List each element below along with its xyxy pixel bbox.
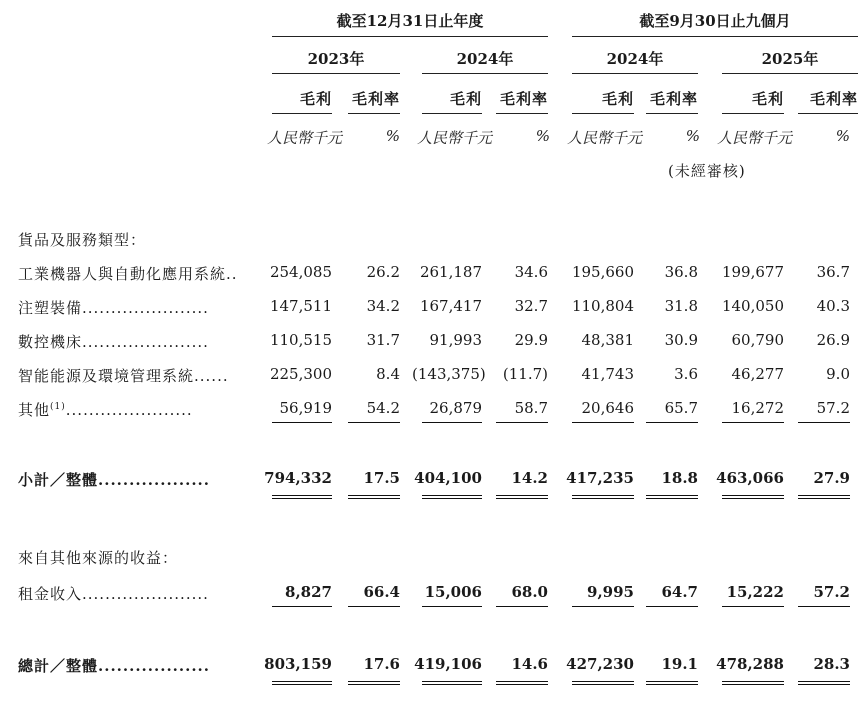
leader-dots: ...................... [65, 401, 193, 419]
col-header-underline [272, 113, 332, 114]
table-cell: 3.6 [674, 365, 698, 383]
rule-single [646, 606, 698, 607]
rule-double [646, 495, 698, 499]
table-cell: 9.0 [826, 365, 850, 383]
table-cell: 54.2 [366, 399, 400, 417]
rule-single [348, 606, 400, 607]
col-header-underline [496, 113, 548, 114]
rule-double [496, 681, 548, 685]
col-header-gross-profit: 毛利 [299, 90, 332, 108]
table-cell: 417,235 [566, 469, 634, 487]
table-cell: 17.5 [363, 469, 400, 487]
table-cell: 803,159 [264, 655, 332, 673]
rule-single [572, 422, 634, 423]
group-header-ninemonths: 截至9月30日止九個月 [639, 12, 791, 30]
table-cell: 26.9 [816, 331, 850, 349]
rule-single [798, 422, 850, 423]
col-header-underline [798, 113, 858, 114]
unit-pct: % [385, 127, 400, 145]
unit-pct: % [685, 127, 700, 145]
rule-single [798, 606, 850, 607]
unit-rmb: 人民幣千元 [566, 129, 642, 147]
rule-single [272, 422, 332, 423]
table-cell: 8.4 [376, 365, 400, 383]
table-cell: 8,827 [285, 583, 332, 601]
col-header-gross-profit: 毛利 [601, 90, 634, 108]
year-header-2024-9m: 2024年 [606, 50, 664, 68]
table-cell: 199,677 [721, 263, 784, 281]
table-cell: 34.6 [514, 263, 548, 281]
table-cell: (143,375) [412, 365, 486, 383]
table-cell: 9,995 [587, 583, 634, 601]
table-cell: 32.7 [514, 297, 548, 315]
table-cell: 26,879 [429, 399, 482, 417]
table-cell: 36.7 [816, 263, 850, 281]
col-header-gross-profit: 毛利 [751, 90, 784, 108]
table-cell: 57.2 [816, 399, 850, 417]
table-cell: 167,417 [419, 297, 482, 315]
table-cell: 15,222 [726, 583, 784, 601]
section-title-other-sources: 來自其他來源的收益： [18, 549, 179, 567]
rule-double [272, 681, 332, 685]
table-cell: 29.9 [514, 331, 548, 349]
table-cell: 19.1 [661, 655, 698, 673]
table-cell: 31.8 [664, 297, 698, 315]
table-cell: 40.3 [816, 297, 850, 315]
rule-single [496, 422, 548, 423]
rule-double [348, 495, 400, 499]
year-header-underline [272, 73, 400, 74]
table-cell: 27.9 [813, 469, 850, 487]
table-cell: 110,515 [269, 331, 332, 349]
table-cell: 31.7 [366, 331, 400, 349]
table-cell: 64.7 [661, 583, 698, 601]
unaudited-note: (未經審核) [668, 162, 746, 180]
table-row-label: 注塑裝備...................... [18, 299, 209, 317]
rule-double [722, 681, 784, 685]
table-cell: 48,381 [581, 331, 634, 349]
table-cell: 68.0 [511, 583, 548, 601]
subtotal-label: 小計／整體.................. [18, 471, 210, 489]
table-cell: 41,743 [581, 365, 634, 383]
col-header-underline [646, 113, 698, 114]
rule-single [722, 606, 784, 607]
table-cell: 36.8 [664, 263, 698, 281]
rule-double [348, 681, 400, 685]
rule-double [422, 681, 482, 685]
table-cell: 110,804 [571, 297, 634, 315]
year-header-underline [722, 73, 858, 74]
group-header-ninemonths-underline [572, 36, 858, 37]
rule-double [572, 495, 634, 499]
section-title-goods-services: 貨品及服務類型： [18, 231, 147, 249]
table-cell: 478,288 [716, 655, 784, 673]
table-cell: 195,660 [571, 263, 634, 281]
table-cell: 60,790 [731, 331, 784, 349]
rule-single [272, 606, 332, 607]
table-cell: 225,300 [269, 365, 332, 383]
unit-rmb: 人民幣千元 [716, 129, 792, 147]
table-cell: 65.7 [664, 399, 698, 417]
year-header-2025-9m: 2025年 [761, 50, 819, 68]
col-header-underline [348, 113, 400, 114]
table-cell: 57.2 [813, 583, 850, 601]
rule-double [496, 495, 548, 499]
footnote-marker: (1) [50, 402, 66, 412]
rule-double [798, 495, 850, 499]
table-cell: 16,272 [731, 399, 784, 417]
col-header-gross-margin: 毛利率 [649, 90, 698, 108]
col-header-gross-profit: 毛利 [449, 90, 482, 108]
table-cell: 15,006 [424, 583, 482, 601]
table-cell: 30.9 [664, 331, 698, 349]
year-header-underline [422, 73, 548, 74]
col-header-gross-margin: 毛利率 [351, 90, 400, 108]
rule-double [272, 495, 332, 499]
unit-pct: % [835, 127, 850, 145]
rule-double [646, 681, 698, 685]
unit-pct: % [535, 127, 550, 145]
rule-single [348, 422, 400, 423]
table-cell: 463,066 [716, 469, 784, 487]
col-header-underline [722, 113, 784, 114]
rule-single [496, 606, 548, 607]
table-cell: 91,993 [429, 331, 482, 349]
table-cell: 20,646 [581, 399, 634, 417]
table-cell: 56,919 [279, 399, 332, 417]
col-header-gross-margin: 毛利率 [499, 90, 548, 108]
table-row-label: 數控機床...................... [18, 333, 209, 351]
group-header-year: 截至12月31日止年度 [336, 12, 484, 30]
rule-double [422, 495, 482, 499]
rule-double [572, 681, 634, 685]
col-header-gross-margin: 毛利率 [809, 90, 858, 108]
table-cell: 14.6 [511, 655, 548, 673]
table-cell: 28.3 [813, 655, 850, 673]
total-label: 總計／整體.................. [18, 657, 210, 675]
table-cell: 17.6 [363, 655, 400, 673]
table-cell: 34.2 [366, 297, 400, 315]
table-cell: (11.7) [502, 365, 548, 383]
table-cell: 254,085 [269, 263, 332, 281]
year-header-2023: 2023年 [307, 50, 365, 68]
row-label-text: 其他 [18, 401, 51, 419]
year-header-underline [572, 73, 698, 74]
rental-income-label: 租金收入...................... [18, 585, 209, 603]
rule-double [798, 681, 850, 685]
year-header-2024: 2024年 [456, 50, 514, 68]
table-row-label: 工業機器人與自動化應用系統.. [18, 265, 238, 283]
rule-single [646, 422, 698, 423]
table-cell: 794,332 [264, 469, 332, 487]
table-cell: 404,100 [414, 469, 482, 487]
unit-rmb: 人民幣千元 [416, 129, 492, 147]
table-cell: 140,050 [721, 297, 784, 315]
table-cell: 261,187 [419, 263, 482, 281]
col-header-underline [572, 113, 634, 114]
table-cell: 58.7 [514, 399, 548, 417]
group-header-year-underline [272, 36, 548, 37]
table-cell: 427,230 [566, 655, 634, 673]
table-row-label: 智能能源及環境管理系統...... [18, 367, 229, 385]
table-cell: 26.2 [366, 263, 400, 281]
table-cell: 147,511 [269, 297, 332, 315]
rule-double [722, 495, 784, 499]
unit-rmb: 人民幣千元 [266, 129, 342, 147]
rule-single [722, 422, 784, 423]
table-cell: 14.2 [511, 469, 548, 487]
table-row-label [18, 399, 193, 420]
table-cell: 419,106 [414, 655, 482, 673]
table-cell: 66.4 [363, 583, 400, 601]
table-cell: 18.8 [661, 469, 698, 487]
col-header-underline [422, 113, 482, 114]
table-cell: 46,277 [731, 365, 784, 383]
rule-single [422, 422, 482, 423]
rule-single [572, 606, 634, 607]
rule-single [422, 606, 482, 607]
